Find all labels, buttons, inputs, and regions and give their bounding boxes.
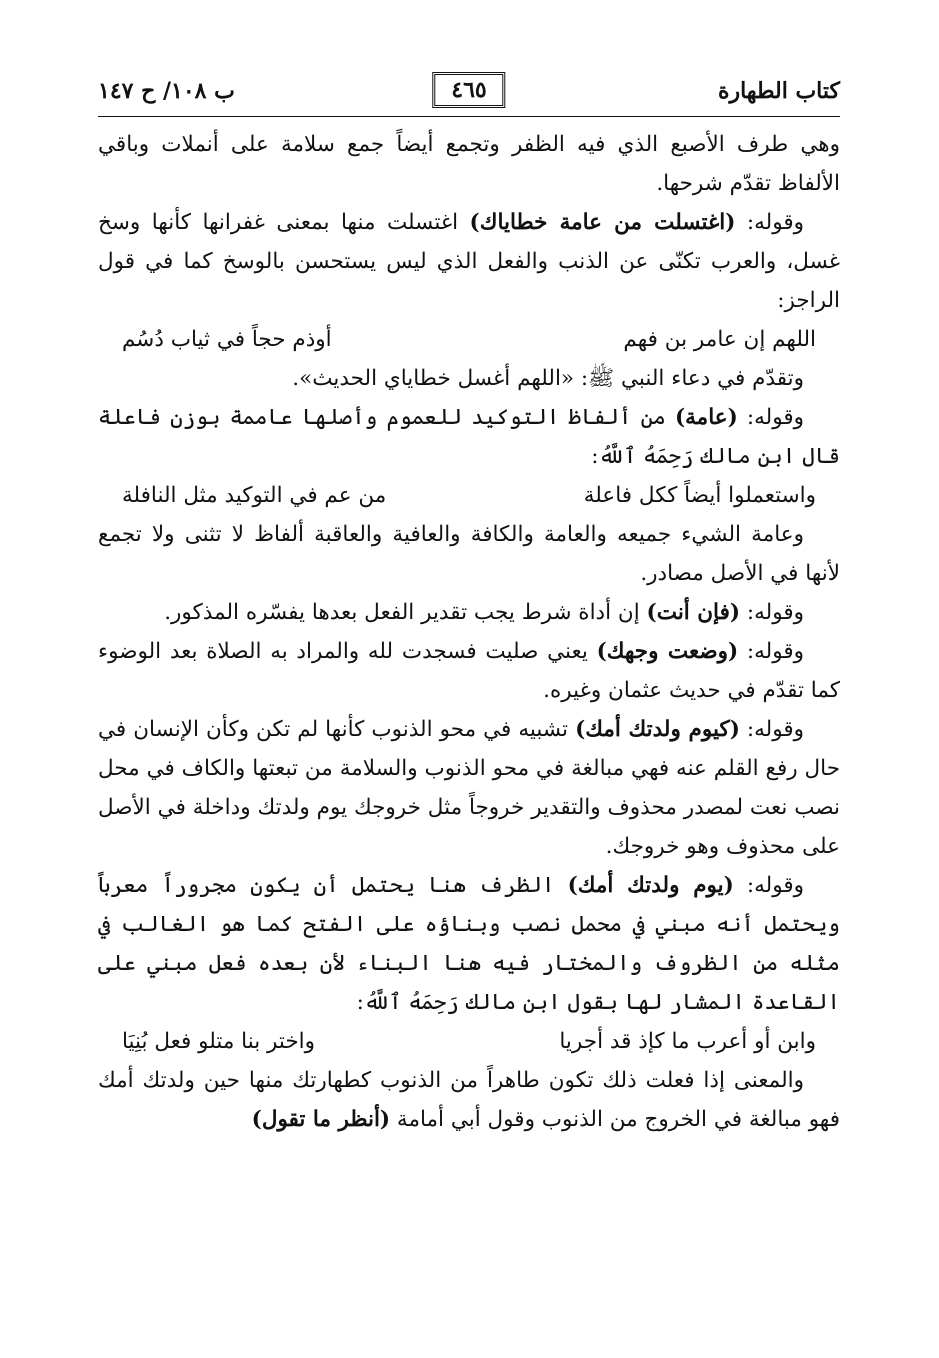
paragraph: وقوله: (وضعت وجهك) يعني صليت فسجدت لله والمراد به الصلاة بعد الوضوء كما تقدّم في حديث عثمان وغيره. xyxy=(98,639,840,703)
quoted-term: (اغتسلت من عامة خطاياك) xyxy=(469,210,736,235)
quoted-term: (أنظر ما تقول) xyxy=(251,1107,391,1132)
paragraph: وقوله: (عامة) من ألفاظ التوكيد للعموم وأصلها عاممة بوزن فاعلة قال ابن مالك رَحِمَهُ ٱللَّهُ: xyxy=(98,405,840,469)
verse-hemistich-first: وابن أو أعرب ما كإذ قد أجريا xyxy=(559,1029,816,1054)
paragraph: وعامة الشيء جميعه والعامة والكافة والعافية والعاقبة ألفاظ لا تثنى ولا تجمع لأنها في الأصل مصادر. xyxy=(98,522,840,586)
paragraph: وقوله: (فإن أنت) إن أداة شرط يجب تقدير الفعل بعدها يفسّره المذكور. xyxy=(164,600,804,625)
verse-hemistich-first: واستعملوا أيضاً ككل فاعلة xyxy=(583,483,816,508)
verse-hemistich-first: اللهم إن عامر بن فهم xyxy=(623,327,816,352)
page-number: ٤٦٥ xyxy=(432,72,505,108)
verse-hemistich-second: من عم في التوكيد مثل النافلة xyxy=(122,483,387,508)
paragraph: وقوله: (يوم ولدتك أمك) الظرف هنا يحتمل أن يكون مجروراً معرباً ويحتمل أنه مبني في محمل نصب وبناؤه على الفتح كما هو الغالب في مثله من الظروف والمختار فيه هنا البناء لأن بعده فعل مبني على القاعدة المشار لها بقول ابن مالك رَحِمَهُ ٱللَّهُ: xyxy=(98,873,840,1015)
quoted-term: (كيوم ولدتك أمك) xyxy=(575,717,740,742)
quoted-term: (يوم ولدتك أمك) xyxy=(567,873,734,898)
chapter-reference: ب ١٠٨/ ح ١٤٧ xyxy=(98,78,235,104)
book-page xyxy=(98,70,840,1139)
paragraph: وقوله: (كيوم ولدتك أمك) تشبيه في محو الذنوب كأنها لم تكن وكأن الإنسان في حال رفع القلم عنه فهي مبالغة في محو الذنوب والسلامة من تبعتها والكاف في محل نصب نعت لمصدر محذوف والتقدير خروجاً مثل خروجك يوم ولدتك وداخلة في الأصل على محذوف وهو خروجك. xyxy=(98,717,840,859)
quoted-term: (فإن أنت) xyxy=(646,600,741,625)
book-title: كتاب الطهارة xyxy=(717,78,840,104)
poetry-verse xyxy=(98,1022,840,1061)
page-body xyxy=(98,125,840,1139)
poetry-verse xyxy=(98,476,840,515)
quoted-term: (عامة) xyxy=(674,405,738,430)
paragraph: وهي طرف الأصبع الذي فيه الظفر وتجمع أيضاً جمع سلامة على أنملات وباقي الألفاظ تقدّم شرحها. xyxy=(98,132,840,196)
paragraph: وتقدّم في دعاء النبي ﷺ: «اللهم أغسل خطاياي الحديث». xyxy=(292,366,804,391)
verse-hemistich-second: أوذم حجاً في ثياب دُسُم xyxy=(122,327,332,352)
poetry-verse xyxy=(98,320,840,359)
header-rule xyxy=(98,116,840,117)
quoted-term: (وضعت وجهك) xyxy=(596,639,739,664)
paragraph: وقوله: (اغتسلت من عامة خطاياك) اغتسلت منها بمعنى غفرانها كأنها وسخ غسل، والعرب تكنّى عن الذنب والفعل الذي ليس يستحسن بالوسخ كما في قول الراجز: xyxy=(98,210,840,313)
verse-hemistich-second: واختر بنا متلو فعل بُنِيَا xyxy=(122,1029,316,1054)
paragraph: والمعنى إذا فعلت ذلك تكون طاهراً من الذنوب كطهارتك منها حين ولدتك أمك فهو مبالغة في الخروج من الذنوب وقول أبي أمامة (أنظر ما تقول) xyxy=(98,1068,840,1132)
page-header xyxy=(98,70,840,116)
